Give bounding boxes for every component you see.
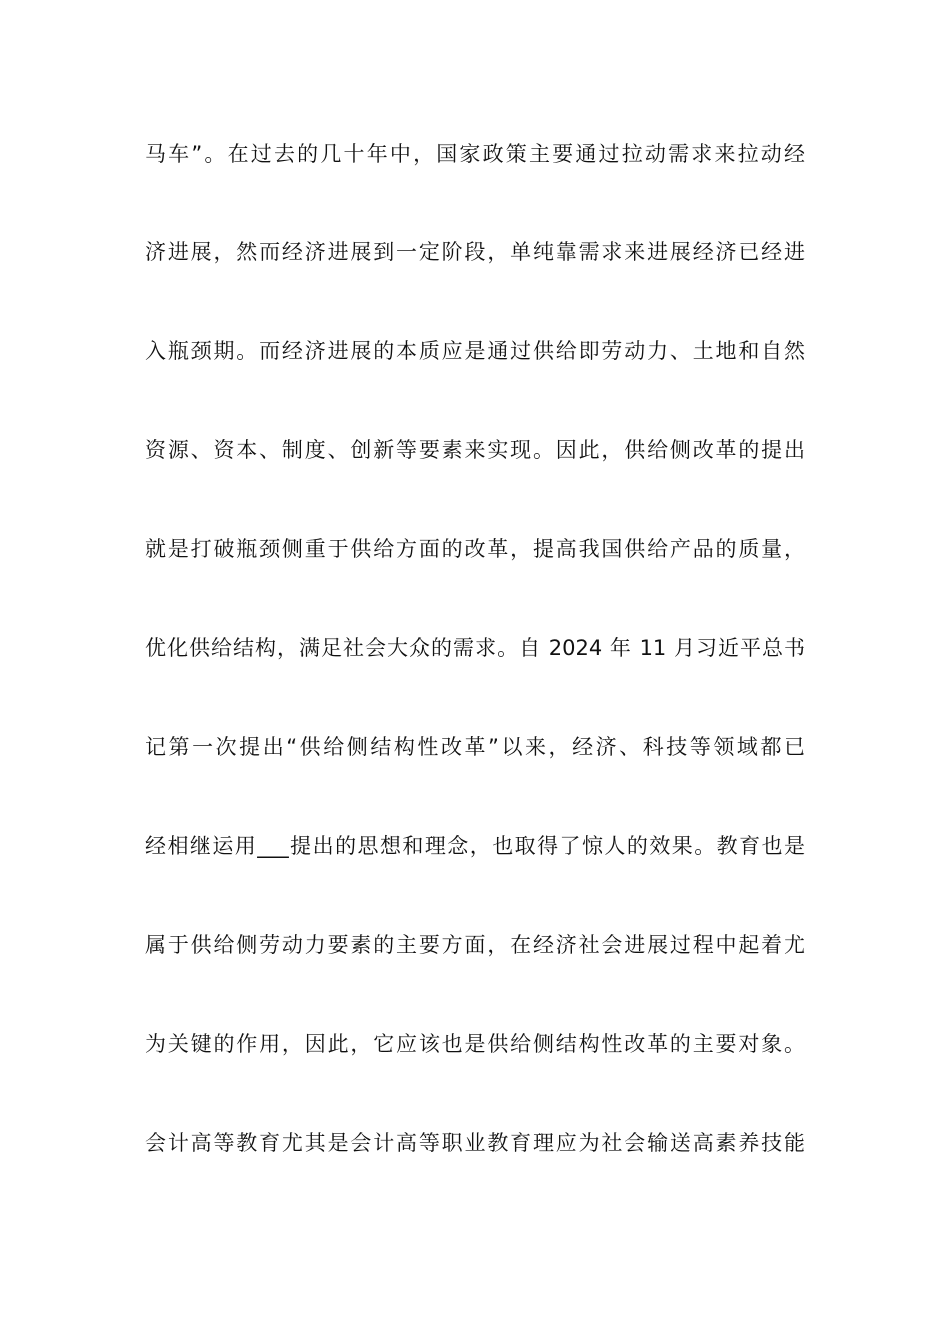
paragraph-line: 优化供给结构，满足社会大众的需求。自 2024 年 11 月习近平总书 <box>145 636 805 660</box>
paragraph-line: 入瓶颈期。而经济进展的本质应是通过供给即劳动力、土地和自然 <box>145 339 805 363</box>
paragraph-line: 马车”。在过去的几十年中，国家政策主要通过拉动需求来拉动经 <box>145 142 805 166</box>
paragraph-line: 济进展，然而经济进展到一定阶段，单纯靠需求来进展经济已经进 <box>145 240 805 264</box>
paragraph-line: 为关键的作用，因此，它应该也是供给侧结构性改革的主要对象。 <box>145 1032 805 1056</box>
paragraph-line: 记第一次提出“供给侧结构性改革”以来，经济、科技等领域都已 <box>145 735 805 759</box>
paragraph-line: 经相继运用___提出的思想和理念，也取得了惊人的效果。教育也是 <box>145 834 805 858</box>
paragraph-line: 属于供给侧劳动力要素的主要方面，在经济社会进展过程中起着尤 <box>145 933 805 957</box>
paragraph-line: 就是打破瓶颈侧重于供给方面的改革，提高我国供给产品的质量， <box>145 537 805 561</box>
paragraph-line: 资源、资本、制度、创新等要素来实现。因此，供给侧改革的提出 <box>145 438 805 462</box>
paragraph-line: 会计高等教育尤其是会计高等职业教育理应为社会输送高素养技能 <box>145 1131 805 1155</box>
